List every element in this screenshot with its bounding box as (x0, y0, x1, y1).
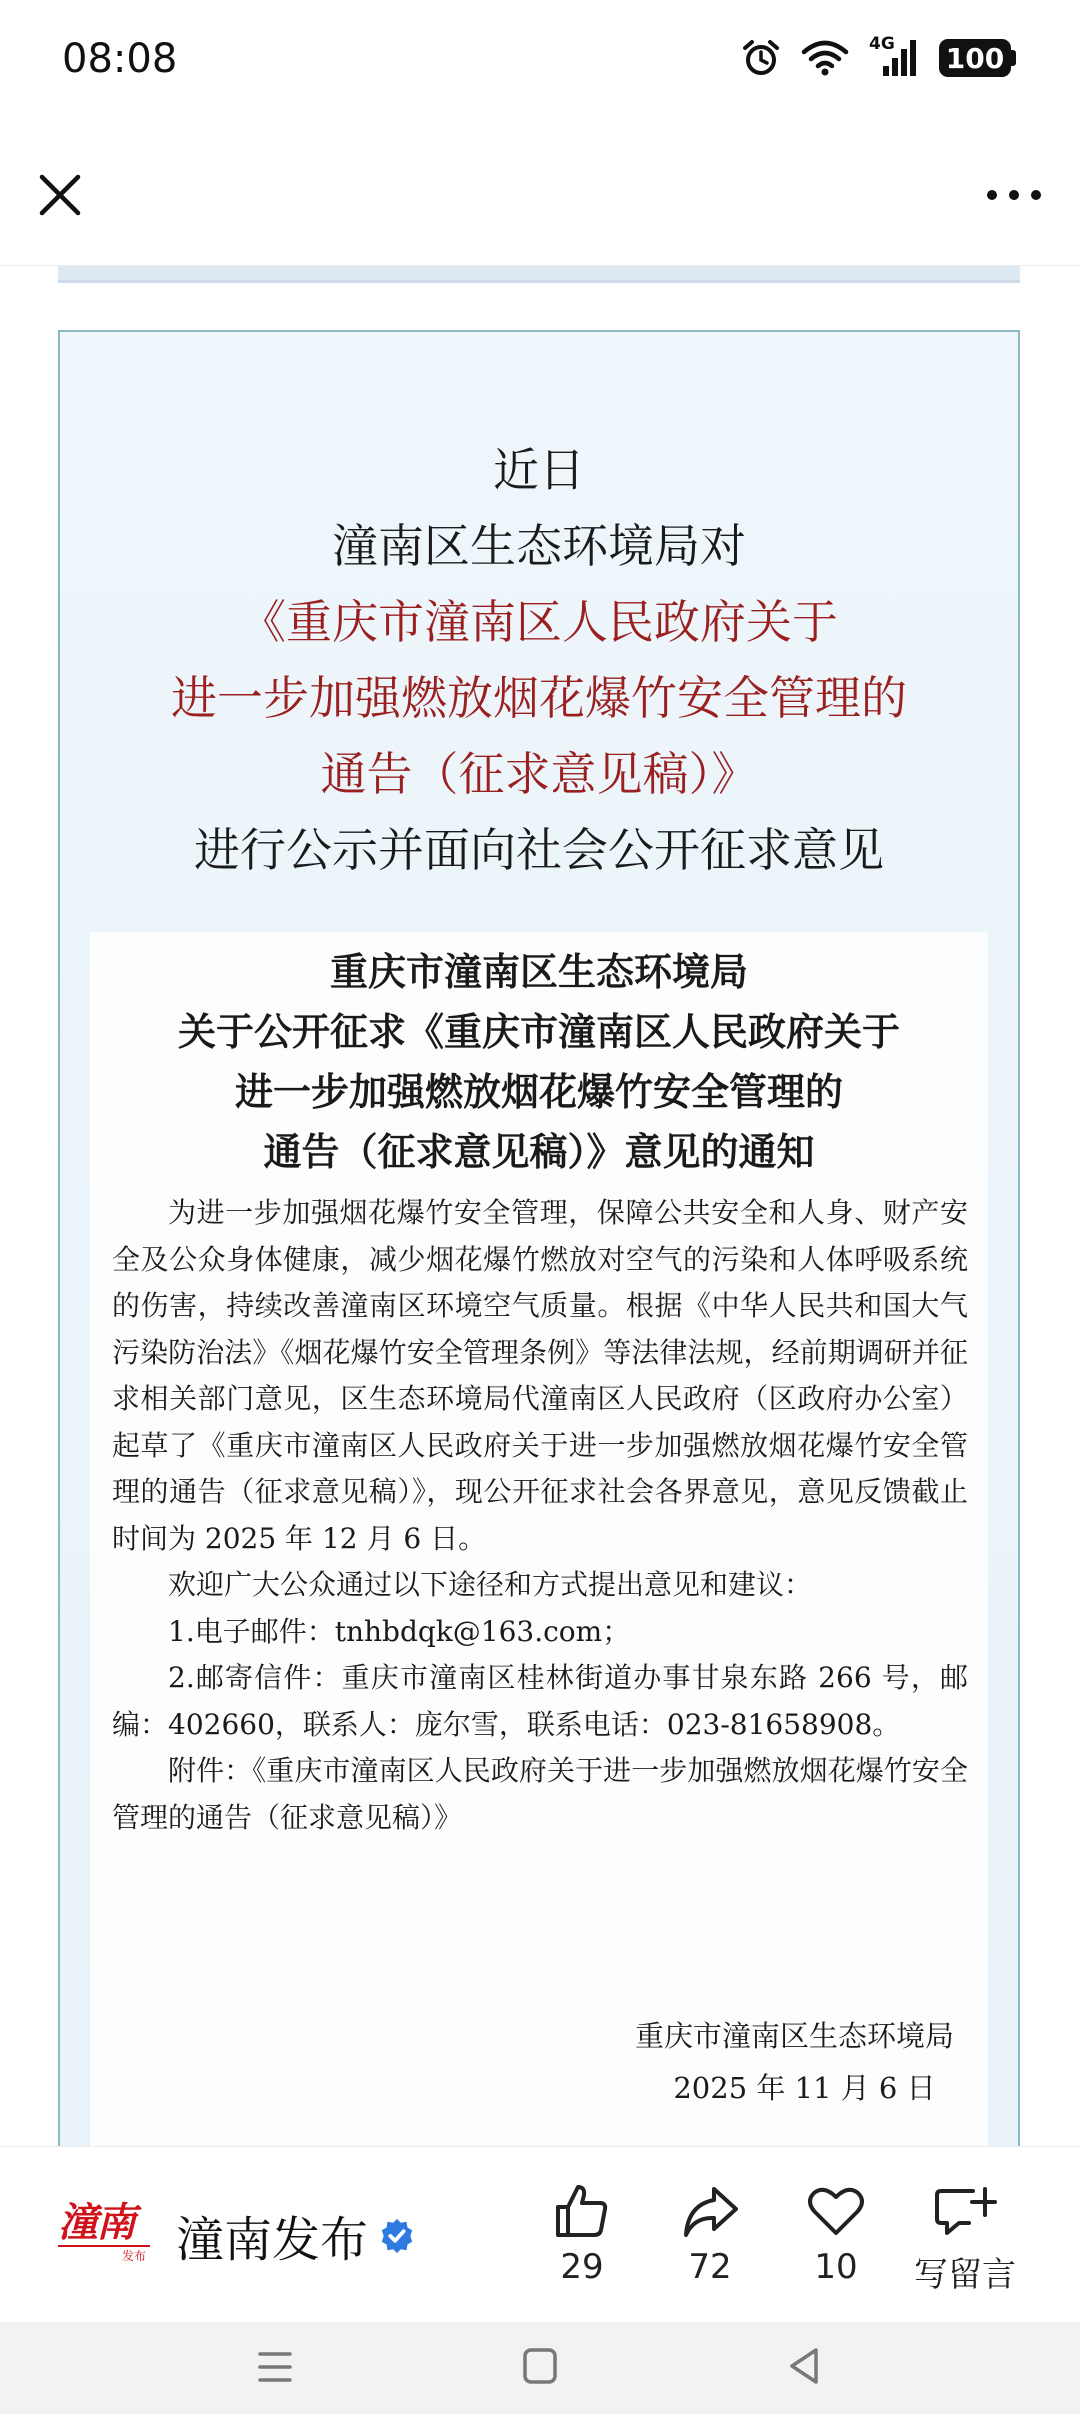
notice-body (112, 1190, 968, 1841)
favorite-button[interactable] (781, 2181, 891, 2287)
account-name: 潼南发布 (176, 2212, 369, 2268)
intro-highlight-line: 通告（征求意见稿）》 (320, 747, 758, 801)
write-comment-button[interactable] (900, 2181, 1030, 2296)
write-comment-label: 写留言 (914, 2255, 1016, 2295)
logo-text: 潼南 (58, 2200, 134, 2246)
menu-nav-icon[interactable] (240, 2342, 310, 2392)
notice-signature: 重庆市潼南区生态环境局 (634, 2019, 954, 2053)
notice-title-line: 重庆市潼南区生态环境局 (329, 949, 748, 994)
like-button[interactable] (527, 2181, 637, 2287)
logo-subtext: 发布 (58, 2245, 150, 2264)
article-action-bar (0, 2146, 1080, 2323)
close-icon[interactable] (30, 165, 90, 225)
notice-paragraph: 为进一步加强烟花爆竹安全管理，保障公共安全和人身、财产安全及公众身体健康，减少烟花爆竹燃放对空气的污染和人体呼吸系统的伤害，持续改善潼南区环境空气质量。根据《中华人民共和国大气污染防治法》《烟花爆竹安全管理条例》等法律法规，经前期调研并征求相关部门意见，区生态环境局代潼南区人民政府（区政府办公室）起草了《重庆市潼南区人民政府关于进一步加强燃放烟花爆竹安全管理的通告（征求意见稿）》，现公开征求社会各界意见，意见反馈截止时间为 2025 年 12 月 6 日。 (112, 1196, 968, 1555)
system-navigation-bar (0, 2322, 1080, 2414)
previous-image-edge (58, 266, 1020, 283)
notice-paragraph: 1.电子邮件：tnhbdqk@163.com； (168, 1614, 631, 1648)
account-name-link[interactable] (176, 2201, 416, 2270)
more-icon[interactable] (978, 165, 1050, 225)
intro-line: 潼南区生态环境局对 (332, 519, 746, 573)
notice-title-line: 通告（征求意见稿）》意见的通知 (263, 1129, 815, 1174)
notice-paragraph: 附件：《重庆市潼南区人民政府关于进一步加强燃放烟花爆竹安全管理的通告（征求意见稿）》 (112, 1754, 968, 1834)
verified-badge-icon (378, 2217, 416, 2255)
wifi-icon (801, 39, 849, 77)
back-nav-icon[interactable] (770, 2342, 840, 2392)
notice-paragraph: 2.邮寄信件：重庆市潼南区桂林街道办事甘泉东路 266 号，邮编：402660，联系人：庞尔雪，联系电话：023-81658908。 (112, 1661, 968, 1741)
notice-paragraph: 欢迎广大公众通过以下途径和方式提出意见和建议： (168, 1568, 813, 1601)
favorite-count: 10 (814, 2247, 858, 2287)
notice-signature-block (635, 2010, 954, 2114)
notice-title-line: 进一步加强燃放烟花爆竹安全管理的 (234, 1069, 843, 1114)
share-count: 72 (688, 2247, 732, 2287)
cellular-signal-icon (869, 34, 919, 78)
network-type: 4G (869, 34, 895, 54)
intro-line: 近日 (493, 443, 585, 497)
battery-level: 100 (939, 39, 1011, 77)
article-content[interactable] (0, 266, 1080, 2146)
notice-document (90, 932, 988, 2146)
intro-text (60, 432, 1018, 888)
alarm-icon (741, 38, 781, 78)
home-nav-icon[interactable] (505, 2342, 575, 2392)
share-button[interactable] (655, 2181, 765, 2287)
intro-highlight-line: 《重庆市潼南区人民政府关于 (240, 595, 838, 649)
notice-date: 2025 年 11 月 6 日 (673, 2071, 936, 2105)
account-logo[interactable] (58, 2200, 150, 2265)
status-icons (741, 34, 1016, 78)
like-count: 29 (560, 2247, 604, 2287)
status-bar (0, 0, 1080, 120)
intro-highlight-line: 进一步加强燃放烟花爆竹安全管理的 (171, 671, 907, 725)
thumbs-up-icon (552, 2181, 612, 2241)
comment-add-icon (933, 2181, 997, 2241)
share-icon (680, 2181, 740, 2241)
status-time: 08:08 (62, 36, 178, 82)
heart-icon (806, 2181, 866, 2241)
notice-title (90, 942, 988, 1182)
intro-line: 进行公示并面向社会公开征求意见 (194, 823, 884, 877)
article-image-panel (58, 330, 1020, 2146)
notice-title-line: 关于公开征求《重庆市潼南区人民政府关于 (177, 1009, 900, 1054)
battery-icon (939, 39, 1016, 77)
app-header (0, 120, 1080, 266)
